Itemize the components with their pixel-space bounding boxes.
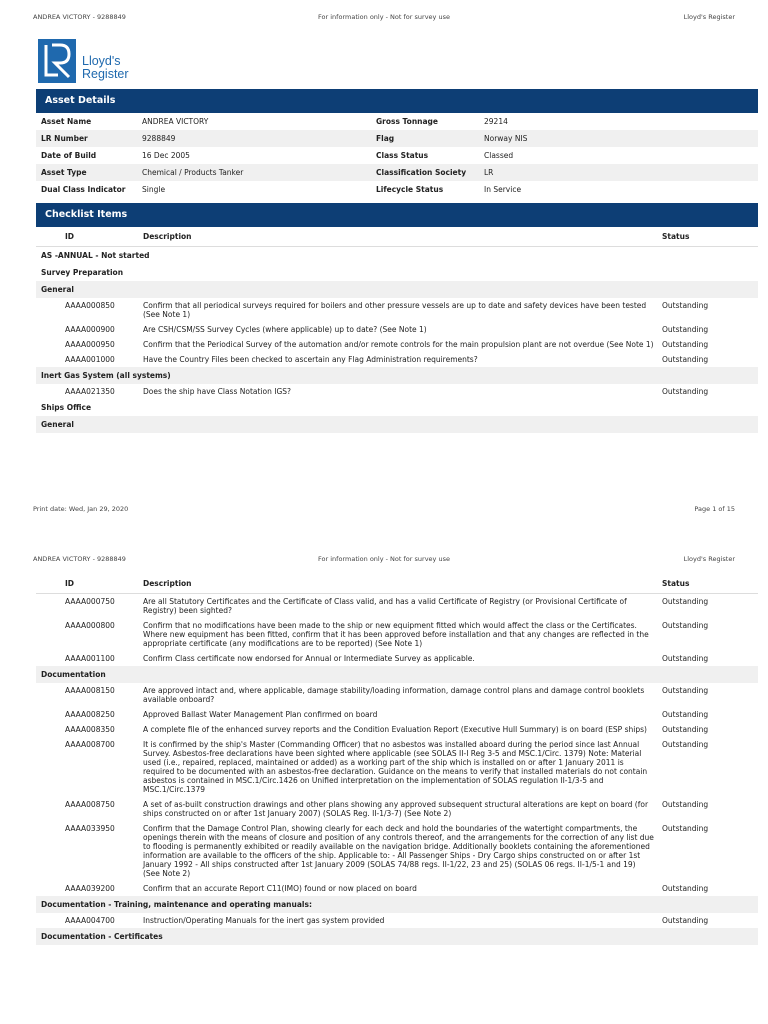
asset-details-grid <box>36 113 758 198</box>
asset-label-cell: LR Number <box>36 130 137 147</box>
page2-header <box>33 555 735 563</box>
item-description: Confirm that the Periodical Survey of the automation and/or remote controls for the main propulsion plant are not overdue (See Note 1) <box>143 340 654 349</box>
asset-value-cell: In Service <box>479 181 758 198</box>
asset-value-cell: Classed <box>479 147 758 164</box>
asset-label-cell: Class Status <box>371 147 479 164</box>
item-status: Outstanding <box>662 325 709 334</box>
header-disclaimer: For information only - Not for survey use <box>318 555 450 563</box>
table-row <box>36 797 758 821</box>
item-description: A complete file of the enhanced survey reports and the Condition Evaluation Report (Executive Hull Summary) is on board (ESP ships) <box>143 725 647 734</box>
item-id: AAAA000850 <box>65 301 115 310</box>
table-row <box>36 881 758 896</box>
table-row <box>36 337 758 352</box>
item-id: AAAA021350 <box>65 387 115 396</box>
table-row <box>36 707 758 722</box>
item-status: Outstanding <box>662 740 709 749</box>
item-status: Outstanding <box>662 387 709 396</box>
asset-label-cell: Classification Society <box>371 164 479 181</box>
group-heading: Documentation <box>36 666 758 683</box>
page-header <box>33 13 735 21</box>
asset-value-cell: LR <box>479 164 758 181</box>
table-row <box>36 821 758 881</box>
checklist-title: Checklist Items <box>36 203 758 227</box>
table-row <box>36 322 758 337</box>
item-id: AAAA008750 <box>65 800 115 809</box>
table-row <box>36 683 758 707</box>
lr-logo-icon <box>38 39 76 83</box>
lloyds-register-logo <box>38 38 129 84</box>
item-status: Outstanding <box>662 597 709 606</box>
table-row <box>36 384 758 399</box>
table-header <box>36 227 758 247</box>
group-heading: Documentation - Training, maintenance and operating manuals: <box>36 896 758 913</box>
table-row <box>36 737 758 797</box>
asset-value-cell: Norway NIS <box>479 130 758 147</box>
group-heading: Ships Office <box>41 403 92 412</box>
item-status: Outstanding <box>662 301 709 310</box>
item-description: Confirm that all periodical surveys required for boilers and other pressure vessels are up to date and safety devices have been tested (See Note 1) <box>143 301 647 319</box>
item-id: AAAA001000 <box>65 355 115 364</box>
item-status: Outstanding <box>662 621 709 630</box>
item-description: Are all Statutory Certificates and the Certificate of Class valid, and has a valid Certificate of Registry (or Provisional Certificate of Registry) been sighted? <box>143 597 627 615</box>
item-status: Outstanding <box>662 686 709 695</box>
group-heading: Survey Preparation <box>41 268 124 277</box>
item-id: AAAA004700 <box>65 916 115 925</box>
checklist-section <box>36 203 758 433</box>
item-status: Outstanding <box>662 725 709 734</box>
logo-line2: Register <box>82 67 129 81</box>
col-status-header: Status <box>662 579 690 588</box>
asset-value-cell: Chemical / Products Tanker <box>137 164 371 181</box>
item-id: AAAA039200 <box>65 884 115 893</box>
group-heading: Documentation - Certificates <box>36 928 758 945</box>
item-description: Confirm that the Damage Control Plan, showing clearly for each deck and hold the boundaries of the watertight compartments, the openings therein with the means of closure and position of any controls thereof, and the arrangements for the correction of any list due to flooding is permanently exhibited or readily available on the navigation bridge. Additionally booklets containing the aforementioned information are available to the officers of the ship. Applicable to: - All Passenger Ships - Dry Cargo ships constructed on or after 1st January 1992 - All ships constructed after 1st January 2009 (SOLAS 74/88 regs. II-1/22, 23 and 25) (SOLAS 06 regs. II-1/5-1 and 19) (See Note 2) <box>143 824 654 878</box>
table-row <box>36 618 758 651</box>
item-description: Approved Ballast Water Management Plan confirmed on board <box>143 710 378 719</box>
col-description-header: Description <box>143 579 192 588</box>
asset-label-cell: Date of Build <box>36 147 137 164</box>
table-header <box>36 574 758 594</box>
table-row <box>36 913 758 928</box>
item-description: Are approved intact and, where applicable, damage stability/loading information, damage control plans and damage control booklets available onboard? <box>143 686 645 704</box>
item-description: Does the ship have Class Notation IGS? <box>143 387 292 396</box>
item-status: Outstanding <box>662 800 709 809</box>
checklist-table <box>36 227 758 433</box>
item-id: AAAA033950 <box>65 824 115 833</box>
logo-line1: Lloyd's <box>82 54 121 68</box>
page-footer <box>33 505 735 513</box>
item-description: Instruction/Operating Manuals for the inert gas system provided <box>143 916 385 925</box>
table-row <box>36 594 758 618</box>
item-id: AAAA008250 <box>65 710 115 719</box>
print-date: Print date: Wed, Jan 29, 2020 <box>33 505 129 513</box>
item-id: AAAA000800 <box>65 621 115 630</box>
item-id: AAAA008700 <box>65 740 115 749</box>
item-id: AAAA000900 <box>65 325 115 334</box>
col-description-header: Description <box>143 232 192 241</box>
asset-label-cell: Flag <box>371 130 479 147</box>
group-heading: General <box>36 281 758 298</box>
item-description: Confirm Class certificate now endorsed for Annual or Intermediate Survey as applicable. <box>143 654 475 663</box>
item-status: Outstanding <box>662 710 709 719</box>
header-brand: Lloyd's Register <box>683 13 735 21</box>
item-status: Outstanding <box>662 340 709 349</box>
col-id-header: ID <box>65 579 75 588</box>
item-description: Confirm that no modifications have been made to the ship or new equipment fitted which would affect the class or the Certificates. Where new equipment has been fitted, confirm that it has been approved before installation and that any changes are reflected in the appropriate certificate (any modifications are to be reported) (See Note 1) <box>143 621 649 648</box>
item-status: Outstanding <box>662 355 709 364</box>
header-brand: Lloyd's Register <box>683 555 735 563</box>
item-status: Outstanding <box>662 824 709 833</box>
item-id: AAAA008150 <box>65 686 115 695</box>
col-status-header: Status <box>662 232 690 241</box>
asset-label-cell: Lifecycle Status <box>371 181 479 198</box>
group-heading: General <box>36 416 758 433</box>
checklist-body <box>36 247 758 433</box>
table-row <box>36 298 758 322</box>
header-vessel: ANDREA VICTORY - 9288849 <box>33 13 126 21</box>
item-description: It is confirmed by the ship's Master (Commanding Officer) that no asbestos was installed aboard during the period since last Annual Survey. Asbestos-free declarations have been sighted where applicable (see SOLAS II-I Reg 3-5 and MSC.1/Circ. 1379) Note: Material used (i.e., repaired, replaced, maintained or added) as a working part of the ship which is installed on or after 1 January 2011 is required to be documented with an asbestos-free declaration. Guidance on the means to verify that installed materials do not contain asbestos is contained in MSC.1/Circ.1426 on Unified interpretation on the implementation of SOLAS regulation II-1/3-5 and MSC.1/Circ.1379 <box>143 740 648 794</box>
asset-value-cell: ANDREA VICTORY <box>137 113 371 130</box>
col-id-header: ID <box>65 232 75 241</box>
group-heading: AS -ANNUAL - Not started <box>41 251 150 260</box>
asset-value-cell: 9288849 <box>137 130 371 147</box>
item-id: AAAA000750 <box>65 597 115 606</box>
asset-label-cell: Asset Name <box>36 113 137 130</box>
asset-label-cell: Asset Type <box>36 164 137 181</box>
table-row <box>36 651 758 666</box>
asset-value-cell: 16 Dec 2005 <box>137 147 371 164</box>
item-id: AAAA001100 <box>65 654 115 663</box>
header-disclaimer: For information only - Not for survey use <box>318 13 450 21</box>
checklist-section-continued <box>36 574 758 945</box>
item-id: AAAA008350 <box>65 725 115 734</box>
asset-label-cell: Gross Tonnage <box>371 113 479 130</box>
group-heading: Inert Gas System (all systems) <box>36 367 758 384</box>
item-description: Confirm that an accurate Report C11(IMO) found or now placed on board <box>143 884 417 893</box>
item-status: Outstanding <box>662 916 709 925</box>
asset-value-cell: 29214 <box>479 113 758 130</box>
checklist-table-continued <box>36 574 758 945</box>
item-status: Outstanding <box>662 884 709 893</box>
item-description: Are CSH/CSM/SS Survey Cycles (where applicable) up to date? (See Note 1) <box>143 325 427 334</box>
item-description: A set of as-built construction drawings and other plans showing any approved subsequent structural alterations are kept on board (for ships constructed on or after 1st January 2007) (SOLAS Reg. II-1/3-7) (See Note 2) <box>143 800 649 818</box>
table-row <box>36 352 758 367</box>
header-vessel: ANDREA VICTORY - 9288849 <box>33 555 126 563</box>
page-number: Page 1 of 15 <box>694 505 735 513</box>
table-row <box>36 722 758 737</box>
asset-details-title: Asset Details <box>36 89 758 113</box>
asset-details-section <box>36 89 758 198</box>
item-description: Have the Country Files been checked to ascertain any Flag Administration requirements? <box>143 355 478 364</box>
asset-value-cell: Single <box>137 181 371 198</box>
item-id: AAAA000950 <box>65 340 115 349</box>
item-status: Outstanding <box>662 654 709 663</box>
asset-label-cell: Dual Class Indicator <box>36 181 137 198</box>
checklist-body-continued <box>36 594 758 945</box>
